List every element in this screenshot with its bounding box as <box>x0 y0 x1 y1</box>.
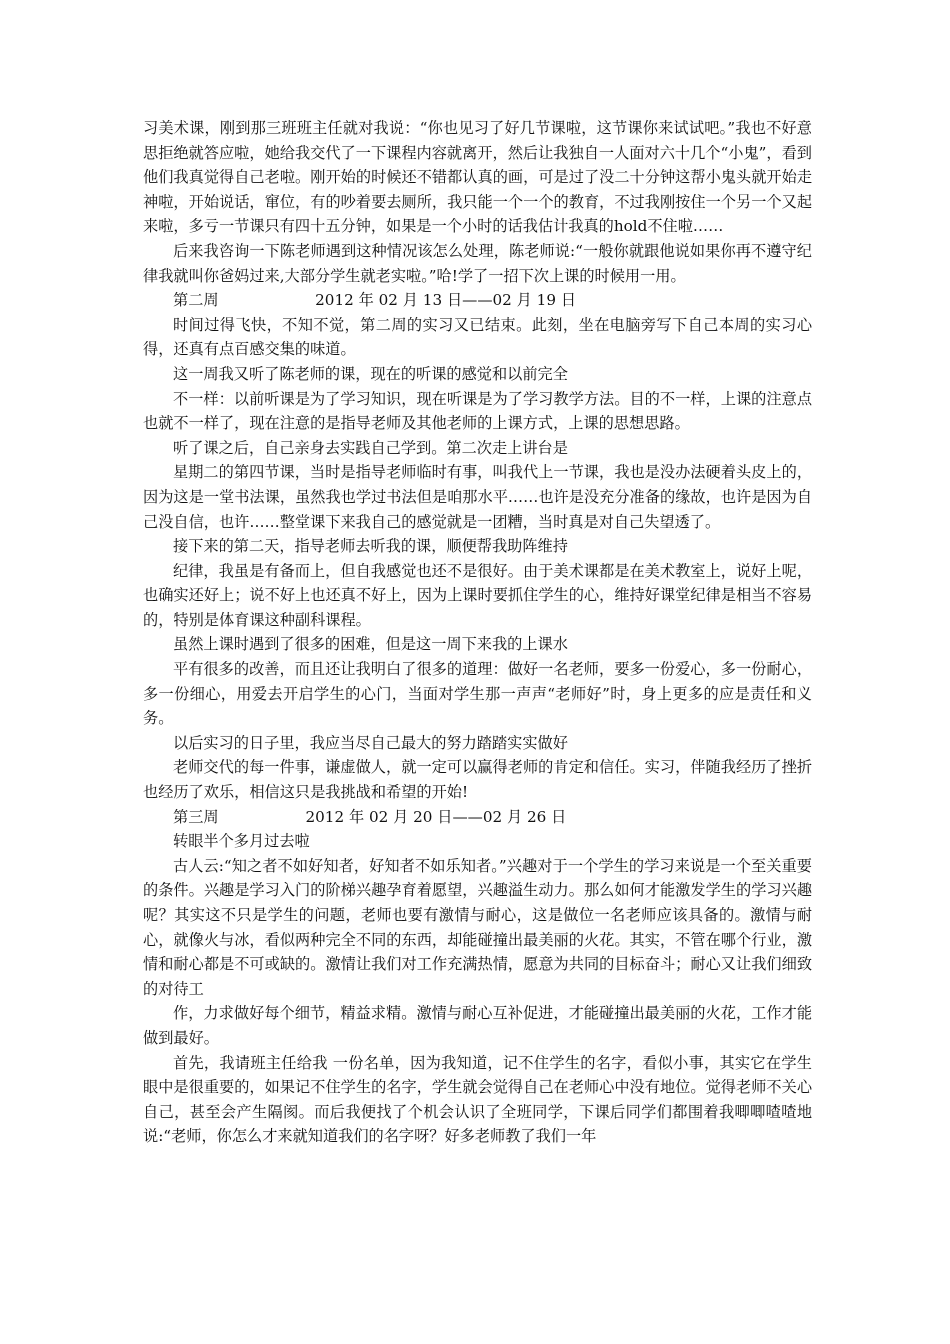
paragraph: 纪律，我虽是有备而上，但自我感觉也还不是很好。由于美术课都是在美术教室上，说好上呢，也确实还好上；说不好上也还真不好上，因为上课时要抓住学生的心，维持好课堂纪律是相当不容易的，特别是体育课这种副科课程。 <box>143 561 812 629</box>
week-heading <box>143 805 812 830</box>
week-heading <box>143 288 812 313</box>
paragraph: 老师交代的每一件事，谦虚做人，就一定可以赢得老师的肯定和信任。实习，伴随我经历了挫折也经历了欢乐，相信这只是我挑战和希望的开始! <box>143 758 812 802</box>
paragraph: 虽然上课时遇到了很多的困难，但是这一周下来我的上课水 <box>173 635 568 654</box>
paragraph: 时间过得飞快，不知不觉，第二周的实习又已结束。此刻，坐在电脑旁写下自己本周的实习心得，还真有点百感交集的味道。 <box>143 315 812 359</box>
paragraph: 转眼半个多月过去啦 <box>173 832 310 851</box>
week-label: 第三周 <box>173 807 219 826</box>
week-dates: 2012 年 02 月 20 日——02 月 26 日 <box>305 807 567 826</box>
paragraph: 听了课之后，自己亲身去实践自己学到。第二次走上讲台是 <box>173 438 568 457</box>
paragraph: 后来我咨询一下陈老师遇到这种情况该怎么处理，陈老师说:“一般你就跟他说如果你再不遵守纪律我就叫你爸妈过来,大部分学生就老实啦。”哈!学了一招下次上课的时候用一用。 <box>143 241 812 285</box>
paragraph: 古人云:“知之者不如好知者，好知者不如乐知者。”兴趣对于一个学生的学习来说是一个至关重要的条件。兴趣是学习入门的阶梯兴趣孕育着愿望，兴趣溢生动力。那么如何才能激发学生的学习兴趣呢？其实这不只是学生的问题，老师也要有激情与耐心，这是做位一名老师应该具备的。激情与耐心，就像火与冰，看似两种完全不同的东西，却能碰撞出最美丽的火花。其实，不管在哪个行业，激情和耐心都是不可或缺的。激情让我们对工作充满热情，愿意为共同的目标奋斗；耐心又让我们细致的对待工 <box>143 856 812 998</box>
paragraph: 星期二的第四节课，当时是指导老师临时有事，叫我代上一节课，我也是没办法硬着头皮上的，因为这是一堂书法课，虽然我也学过书法但是咱那水平……也许是没充分准备的缘故，也许是因为自己没自信，也许……整堂课下来我自己的感觉就是一团糟，当时真是对自己失望透了。 <box>143 463 812 531</box>
paragraph: 首先，我请班主任给我 一份名单，因为我知道，记不住学生的名字，看似小事，其实它在学生眼中是很重要的，如果记不住学生的名字，学生就会觉得自己在老师心中没有地位。觉得老师不关心自己，甚至会产生隔阂。而后我便找了个机会认识了全班同学，下课后同学们都围着我唧唧喳喳地说:“老师，你怎么才来就知道我们的名字呀？好多老师教了我们一年 <box>143 1053 812 1146</box>
paragraph: 以后实习的日子里，我应当尽自己最大的努力踏踏实实做好 <box>173 733 568 752</box>
paragraph: 平有很多的改善，而且还让我明白了很多的道理：做好一名老师，要多一份爱心，多一份耐心，多一份细心，用爱去开启学生的心门，当面对学生那一声声“老师好”时，身上更多的应是责任和义务。 <box>143 660 812 728</box>
paragraph: 作，力求做好每个细节，精益求精。激情与耐心互补促进，才能碰撞出最美丽的火花，工作才能做到最好。 <box>143 1004 812 1047</box>
week-dates: 2012 年 02 月 13 日——02 月 19 日 <box>315 291 577 310</box>
paragraph: 习美术课，刚到那三班班主任就对我说：“你也见习了好几节课啦，这节课你来试试吧。”我也不好意思拒绝就答应啦，她给我交代了一下课程内容就离开，然后让我独自一人面对六十几个“小鬼”，看到他们我真觉得自己老啦。刚开始的时候还不错都认真的画，可是过了没二十分钟这帮小鬼头就开始走神啦，开始说话，窜位，有的吵着要去厕所，我只能一个一个的教育，不过我刚按住一个另一个又起来啦，多亏一节课只有四十五分钟，如果是一个小时的话我估计我真的hold不住啦…… <box>143 119 812 236</box>
paragraph: 不一样：以前听课是为了学习知识，现在听课是为了学习教学方法。目的不一样，上课的注意点也就不一样了，现在注意的是指导老师及其他老师的上课方式，上课的思想思路。 <box>143 389 812 433</box>
paragraph: 这一周我又听了陈老师的课，现在的听课的感觉和以前完全 <box>173 364 568 383</box>
paragraph: 接下来的第二天，指导老师去听我的课，顺便帮我助阵维持 <box>173 537 568 556</box>
week-label: 第二周 <box>173 291 219 310</box>
